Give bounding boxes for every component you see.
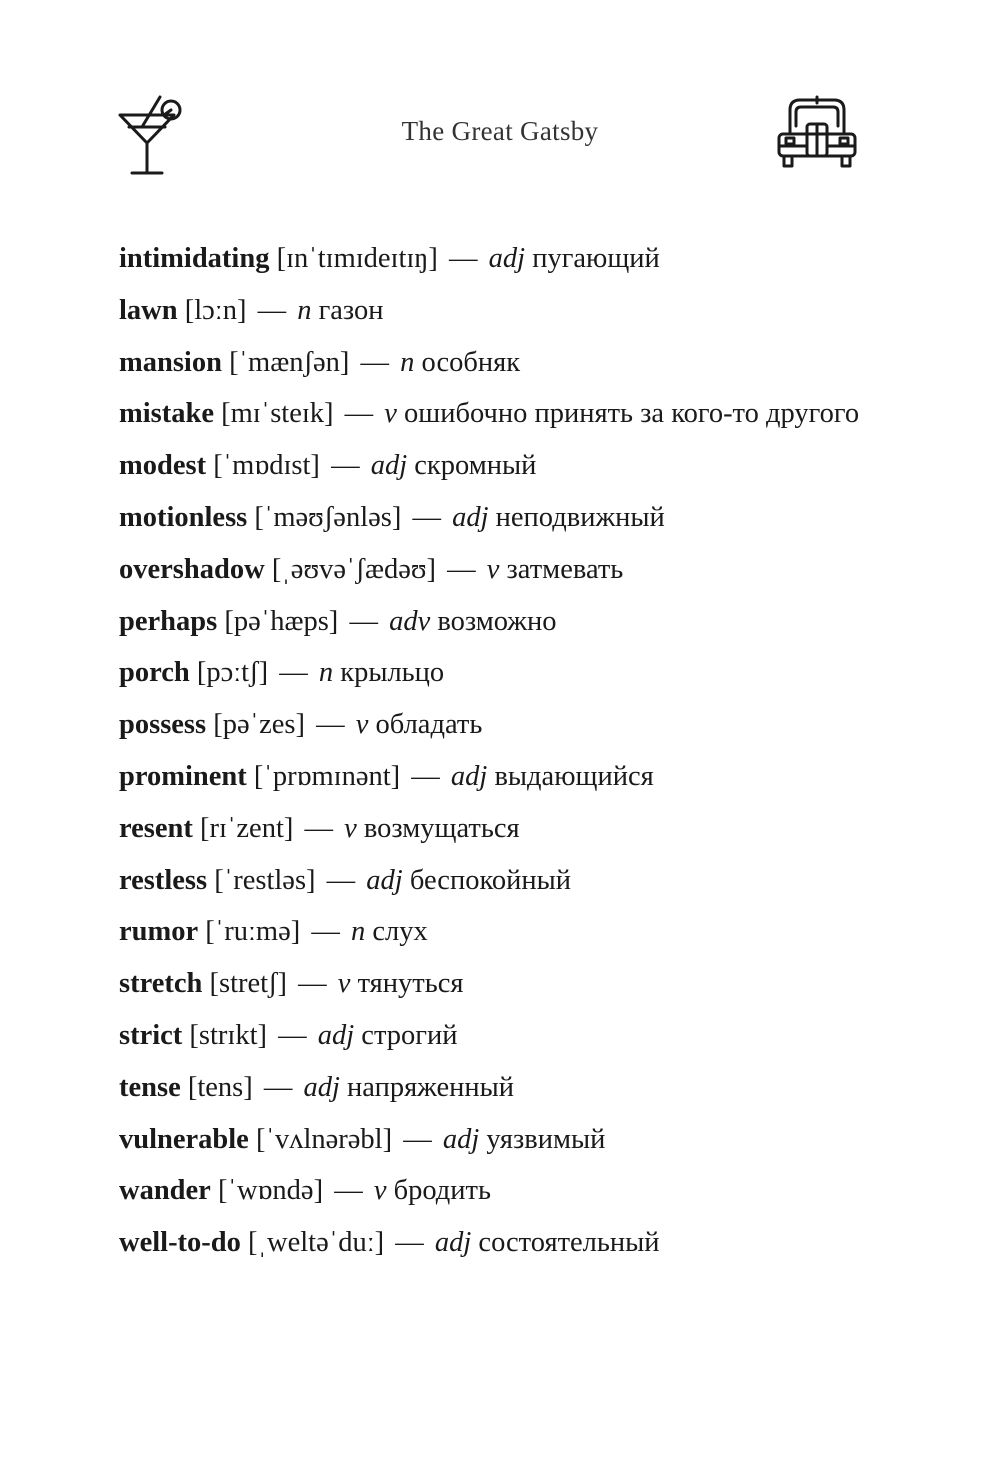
vocab-translation: строгий — [361, 1019, 458, 1051]
vocab-part-of-speech: adj — [366, 864, 403, 896]
vocab-part-of-speech: adj — [370, 450, 408, 482]
vocab-transcription: [pɔːtʃ] — [196, 657, 269, 689]
vocab-translation: тянуться — [357, 968, 464, 1000]
vintage-car-icon — [776, 94, 858, 176]
vocab-part-of-speech: adj — [303, 1071, 340, 1103]
vocab-dash: — — [298, 968, 327, 1000]
vocab-part-of-speech: n — [297, 294, 312, 326]
vocab-word: well-to-do — [119, 1227, 241, 1259]
vocab-translation: уязвимый — [486, 1123, 606, 1155]
vocab-entry — [119, 288, 939, 340]
vocab-transcription: [mɪˈsteɪk] — [221, 398, 334, 430]
vocab-word: strict — [119, 1019, 183, 1051]
vocab-dash: — — [304, 812, 333, 844]
vocab-transcription: [tens] — [187, 1071, 253, 1103]
vocab-part-of-speech: n — [318, 657, 334, 689]
vocab-transcription: [pəˈhæps] — [224, 605, 339, 637]
vocab-dash: — — [447, 553, 476, 585]
vocab-transcription: [stretʃ] — [209, 968, 288, 1000]
vocab-dash: — — [326, 864, 356, 896]
vocab-translation: скромный — [414, 450, 537, 482]
vocab-transcription: [ˈwɒndə] — [217, 1175, 324, 1207]
vocab-entry — [119, 340, 939, 392]
vocab-entry — [119, 236, 939, 288]
vocabulary-list — [119, 236, 939, 1272]
vocab-word: intimidating — [119, 243, 270, 274]
vocab-transcription: [ˈvʌlnərəbl] — [255, 1123, 393, 1155]
vocab-word: motionless — [119, 501, 248, 533]
vocab-dash: — — [334, 1175, 363, 1207]
page-header — [0, 0, 1000, 200]
vocab-part-of-speech: adj — [450, 760, 488, 792]
vocab-word: restless — [119, 864, 208, 896]
vocab-transcription: [ɪnˈtɪmɪdeɪtɪŋ] — [276, 243, 438, 274]
vocab-word: vulnerable — [119, 1123, 249, 1155]
vocab-dash: — — [412, 501, 441, 533]
vocab-word: wander — [119, 1175, 211, 1207]
vocab-part-of-speech: v — [355, 709, 369, 741]
vocab-translation: обладать — [375, 709, 483, 741]
vocab-translation: беспокойный — [409, 864, 572, 896]
vocab-dash: — — [403, 1123, 432, 1155]
vocab-translation: особняк — [421, 346, 521, 378]
vocab-word: rumor — [119, 916, 199, 948]
vocab-transcription: [ˈməʊʃənləs] — [254, 501, 402, 533]
vocab-part-of-speech: v — [373, 1175, 387, 1207]
vocab-dash: — — [331, 450, 360, 482]
vocab-part-of-speech: adj — [442, 1123, 480, 1155]
vocab-part-of-speech: v — [384, 398, 397, 430]
vocab-word: modest — [119, 450, 207, 482]
vocab-word: possess — [119, 709, 207, 741]
vocab-translation: пугающий — [532, 243, 660, 274]
vocab-translation: возможно — [437, 605, 557, 637]
vocab-transcription: [ˈruːmə] — [205, 916, 301, 948]
vocab-entry — [119, 909, 939, 961]
vocab-transcription: [rɪˈzent] — [200, 812, 294, 844]
vocab-word: prominent — [119, 760, 247, 792]
vocab-part-of-speech: adj — [488, 243, 526, 274]
vocab-transcription: [ˈmɒdɪst] — [213, 450, 320, 482]
vocab-entry — [119, 1117, 939, 1169]
vocab-dash: — — [344, 398, 374, 430]
vocab-entry — [119, 1220, 939, 1272]
vocab-word: porch — [119, 657, 190, 689]
vocab-translation: неподвижный — [495, 501, 665, 533]
vocab-transcription: [ˈmænʃən] — [229, 346, 350, 378]
vocab-translation: бродить — [393, 1175, 491, 1207]
vocab-part-of-speech: n — [350, 916, 366, 948]
vocab-part-of-speech: v — [486, 553, 500, 585]
vocab-entry — [119, 858, 939, 910]
vocab-part-of-speech: n — [400, 346, 415, 378]
vocab-translation: ошибочно принять за кого-то другого — [404, 398, 860, 430]
vocab-dash: — — [311, 916, 340, 948]
vocab-dash: — — [449, 243, 478, 274]
vocab-entry — [119, 547, 939, 599]
vocab-word: resent — [119, 812, 193, 844]
vocab-word: mansion — [119, 346, 222, 378]
vocab-entry — [119, 1013, 939, 1065]
vocab-entry — [119, 391, 939, 443]
vocab-word: stretch — [119, 968, 203, 1000]
vocab-entry — [119, 599, 939, 651]
vocab-dash: — — [316, 709, 345, 741]
vocab-part-of-speech: v — [344, 812, 357, 844]
vocab-dash: — — [257, 294, 287, 326]
vocab-word: tense — [119, 1071, 181, 1103]
vocab-dash: — — [349, 605, 378, 637]
vocab-word: mistake — [119, 398, 214, 430]
vocab-entry — [119, 443, 939, 495]
vocab-part-of-speech: v — [337, 968, 351, 1000]
vocab-part-of-speech: adj — [452, 501, 489, 533]
vocab-transcription: [pəˈzes] — [213, 709, 306, 741]
vocab-translation: возмущаться — [363, 812, 520, 844]
vocab-word: lawn — [119, 294, 178, 326]
vocab-transcription: [ˌweltəˈduː] — [248, 1227, 385, 1259]
vocab-entry — [119, 961, 939, 1013]
vocab-translation: выдающийся — [494, 760, 654, 792]
vocab-transcription: [strɪkt] — [189, 1019, 267, 1051]
vocab-dash: — — [395, 1227, 424, 1259]
vocab-dash: — — [278, 1019, 307, 1051]
vocab-transcription: [ˈprɒmɪnənt] — [253, 760, 401, 792]
vocab-translation: состоятельный — [478, 1227, 660, 1259]
vocab-entry — [119, 1168, 939, 1220]
vocab-transcription: [ˈrestləs] — [214, 864, 316, 896]
vocab-transcription: [lɔːn] — [184, 294, 247, 326]
vocab-transcription: [ˌəʊvəˈʃædəʊ] — [271, 553, 437, 585]
vocab-entry — [119, 495, 939, 547]
vocab-translation: затмевать — [506, 553, 624, 585]
vocab-word: overshadow — [119, 553, 265, 585]
vocab-entry — [119, 1065, 939, 1117]
vocab-translation: крыльцо — [340, 657, 445, 689]
vocab-dash: — — [411, 760, 440, 792]
vocab-entry — [119, 806, 939, 858]
vocab-translation: газон — [318, 294, 384, 326]
vocab-dash: — — [263, 1071, 293, 1103]
vocab-dash: — — [279, 657, 308, 689]
vocab-entry — [119, 702, 939, 754]
vocab-dash: — — [360, 346, 389, 378]
page-title: The Great Gatsby — [401, 116, 599, 146]
vocab-entry — [119, 650, 939, 702]
vocab-part-of-speech: adj — [434, 1227, 472, 1259]
vocab-word: perhaps — [119, 605, 218, 637]
vocab-translation: напряженный — [347, 1071, 515, 1103]
vocab-part-of-speech: adj — [317, 1019, 355, 1051]
vocab-entry — [119, 754, 939, 806]
vocab-translation: слух — [372, 916, 428, 948]
vocab-part-of-speech: adv — [389, 605, 431, 637]
